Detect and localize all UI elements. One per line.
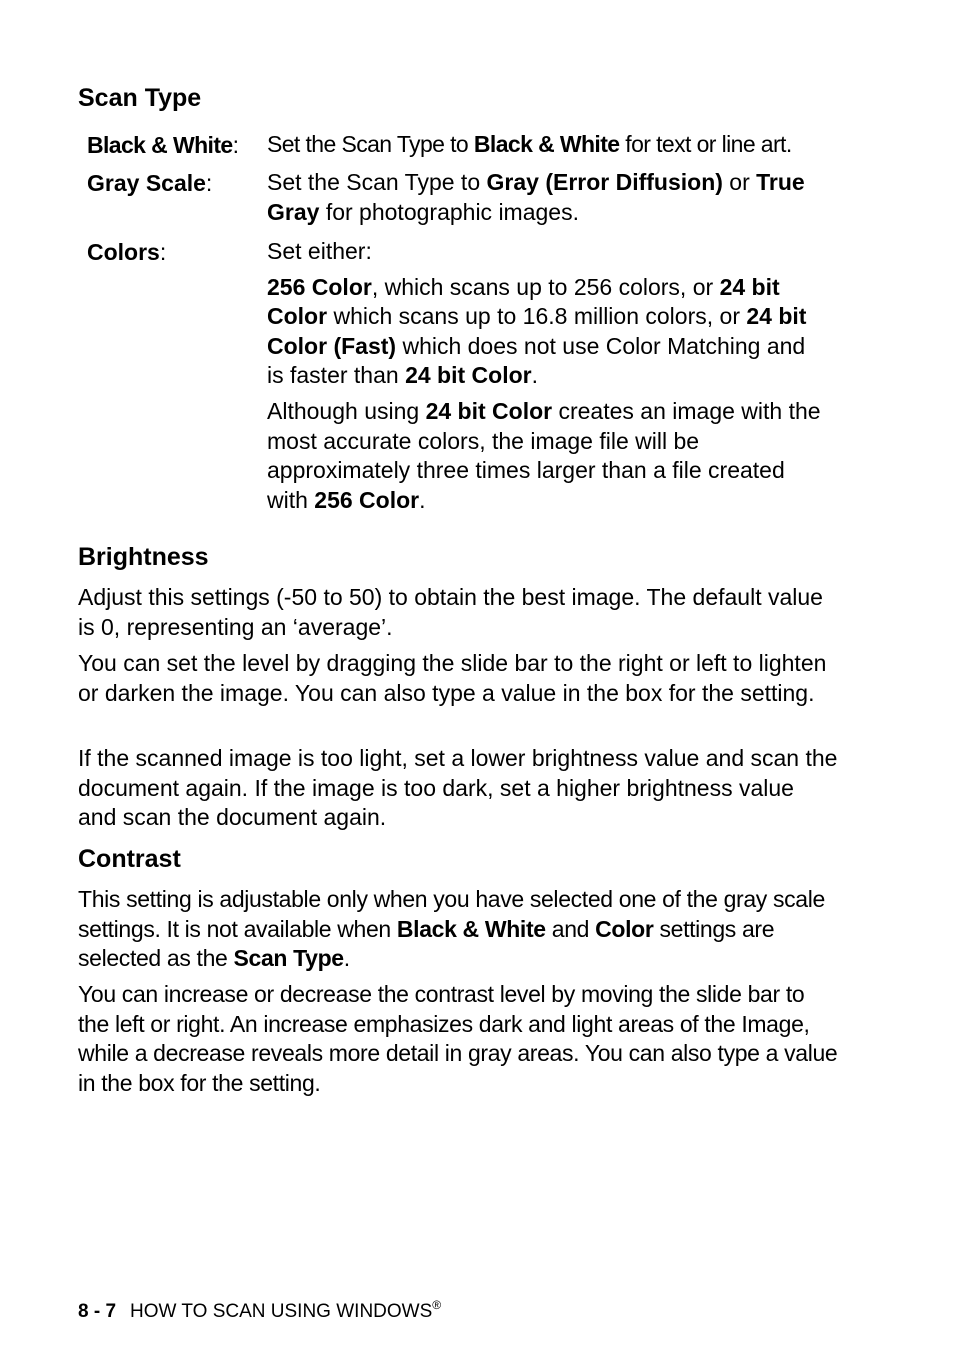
chapter-title: HOW TO SCAN USING WINDOWS: [130, 1301, 433, 1322]
registered-mark: ®: [432, 1298, 442, 1312]
colors-description: [267, 237, 827, 521]
black-white-term: Black & White:: [87, 132, 239, 158]
colors-options-paragraph: 256 Color, which scans up to 256 colors, or 24 bit Color which scans up to 16.8 million colors, or 24 bit Color (Fast) which does not use Color Matching and is faster than 24 bit Color.: [267, 273, 807, 389]
page-footer: [78, 1299, 441, 1325]
brightness-heading: Brightness: [78, 543, 209, 571]
colors-file-size-paragraph: Although using 24 bit Color creates an image with the most accurate colors, the image file will be approximately three times larger than a file created with 256 Color.: [267, 397, 821, 513]
contrast-availability-paragraph: This setting is adjustable only when you have selected one of the gray scale settings. It is not available when Black & White and Color settings are selected as the Scan Type.: [78, 886, 825, 972]
page-number: 8 - 7: [78, 1301, 117, 1322]
brightness-range-paragraph: Adjust this settings (-50 to 50) to obtain the best image. The default value is 0, representing an ‘average’.: [78, 584, 823, 640]
black-white-description: Set the Scan Type to Black & White for text or line art.: [267, 131, 792, 157]
colors-set-either: Set either:: [267, 238, 372, 264]
contrast-slider-paragraph: You can increase or decrease the contrast level by moving the slide bar to the left or right. An increase emphasizes dark and light areas of the Image, while a decrease reveals more detail in gray areas. You can also type a value in the box for the setting.: [78, 981, 838, 1096]
contrast-heading: Contrast: [78, 845, 181, 873]
gray-scale-description: Set the Scan Type to Gray (Error Diffusion) or True Gray for photographic images.: [267, 169, 805, 225]
brightness-adjust-paragraph: If the scanned image is too light, set a lower brightness value and scan the document again. If the image is too dark, set a higher brightness value and scan the document again.: [78, 745, 838, 831]
colors-term: Colors:: [87, 239, 167, 265]
scan-type-heading: Scan Type: [78, 84, 202, 112]
gray-scale-term: Gray Scale:: [87, 170, 213, 196]
brightness-slider-paragraph: You can set the level by dragging the slide bar to the right or left to lighten or darken the image. You can also type a value in the box for the setting.: [78, 650, 827, 706]
